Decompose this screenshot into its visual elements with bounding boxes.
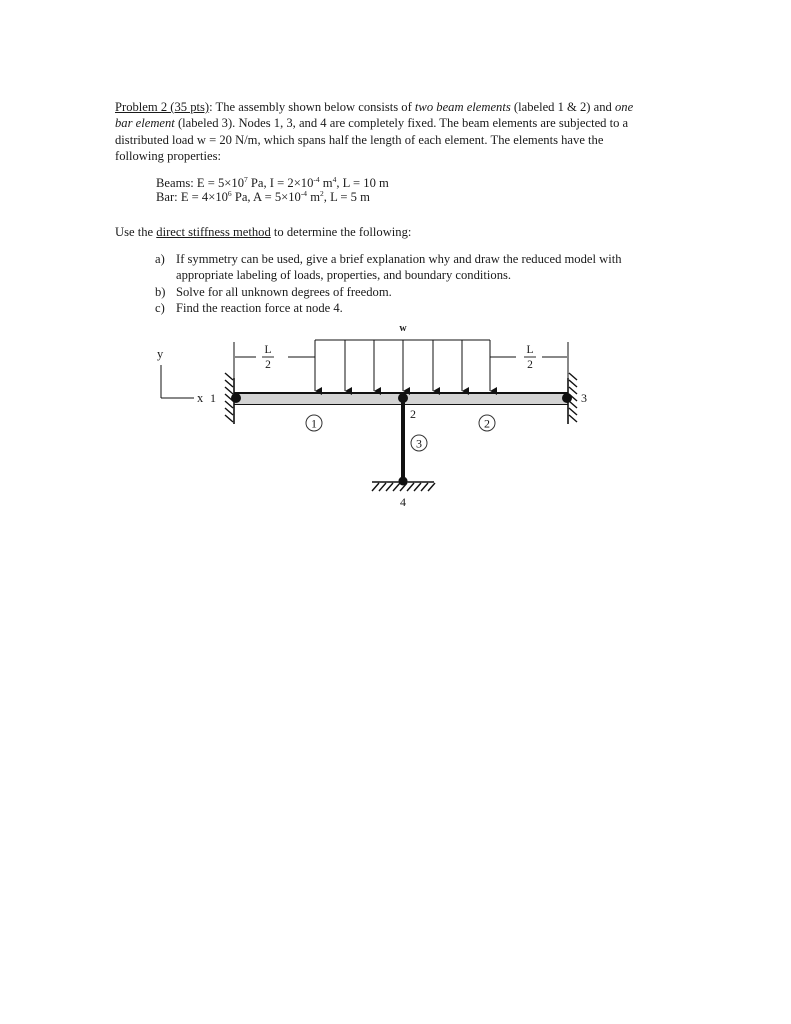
node-3-label: 3 (581, 391, 587, 405)
element-1-number: 1 (311, 416, 317, 431)
x-axis-label: x (197, 391, 204, 405)
intro-text-2: (labeled 1 & 2) and (510, 100, 615, 114)
beam-prop-text: Beams: E = 5×10 (156, 176, 245, 190)
coordinate-axes (157, 347, 204, 405)
beam-prop-text: , L = 10 m (336, 176, 389, 190)
dim-left-numerator: L (264, 344, 272, 356)
intro-italic-beams: two beam elements (414, 100, 511, 114)
y-axis-label: y (157, 347, 164, 361)
node-4-dot (399, 477, 408, 486)
node-2-dot (398, 393, 408, 403)
beam-prop-text: Pa, I = 2×10 (247, 176, 314, 190)
beam-E-exponent: 7 (244, 175, 248, 184)
element-2-label (479, 415, 495, 431)
task-text: If symmetry can be used, give a brief explanation why and draw the reduced model with appropriate labeling of loads, properties, and boundary conditions. (176, 252, 622, 283)
dimension-left (234, 342, 315, 378)
bar-prop-text: m (307, 189, 321, 204)
node-4-label: 4 (400, 495, 406, 509)
element-2-number: 2 (484, 416, 490, 431)
intro-text-3: (labeled 3). Nodes 1, 3, and 4 are completely fixed. The beam elements are subjected to a distributed load w = 20 N/m, which spans half the length of each element. The elements have the following properties: (115, 116, 629, 163)
dim-left-denominator: 2 (265, 359, 271, 371)
task-text: Solve for all unknown degrees of freedom. (176, 284, 392, 299)
node-2-label: 2 (410, 407, 416, 421)
bar-E-exponent: 6 (227, 188, 232, 198)
bar-prop-text: Bar: E = 4×10 (156, 189, 228, 204)
bar-A-exponent: -4 (300, 188, 308, 198)
intro-italic-bar: one bar element (115, 100, 634, 131)
task-text: Find the reaction force at node 4. (176, 300, 343, 315)
dim-right-denominator: 2 (527, 359, 533, 371)
instruction-suffix: to determine the following: (270, 225, 412, 239)
intro-text-1: : The assembly shown below consists of (209, 100, 415, 114)
beam-prop-text: m (319, 176, 333, 190)
task-marker: c) (155, 300, 165, 315)
instruction-prefix: Use the (115, 225, 157, 239)
element-3-number: 3 (416, 436, 422, 451)
task-marker: b) (155, 284, 166, 299)
beam-I-unit-power: 4 (332, 175, 337, 184)
beam-I-exponent: -4 (313, 175, 320, 184)
element-3-label (411, 435, 427, 451)
bar-A-unit-power: 2 (320, 188, 324, 198)
instruction-method: direct stiffness method (156, 225, 271, 239)
distributed-load (315, 340, 490, 391)
load-label: w (399, 323, 407, 334)
bar-prop-text: Pa, A = 5×10 (231, 189, 301, 204)
element-1-label (306, 415, 322, 431)
node-3-dot (562, 393, 572, 403)
node-1-label: 1 (210, 391, 216, 405)
dim-right-numerator: L (526, 344, 534, 356)
problem-heading: Problem 2 (35 pts) (115, 100, 210, 114)
node-1-dot (231, 393, 241, 403)
task-marker: a) (155, 252, 165, 266)
bar-prop-text: , L = 5 m (323, 189, 370, 204)
